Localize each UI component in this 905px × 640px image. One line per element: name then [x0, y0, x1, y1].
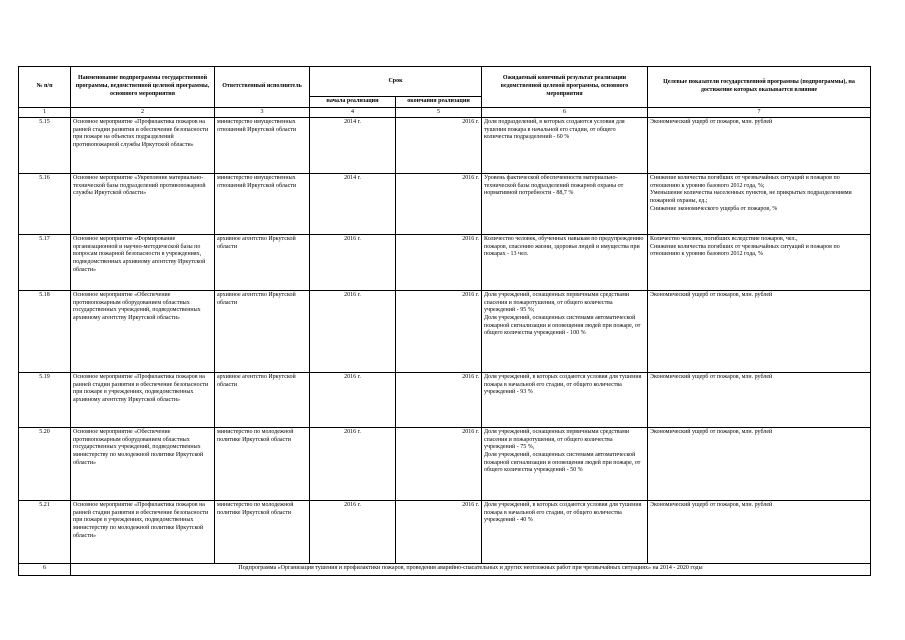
activity-name: Основное мероприятие «Профилактика пожаров на ранней стадии развития и обеспечение безопасности при пожаре в учреждениях, подведомственных архивному агентству Иркутской области» [71, 373, 215, 428]
table-row [19, 235, 871, 291]
subprogram-title: Подпрограмма «Организация тушения и профилактики пожаров, проведения аварийно-спасательных и других неотложных работ при чрезвычайных ситуациях» на 2014 - 2020 годы [71, 564, 871, 576]
target-indicators [648, 373, 871, 428]
term-end: 2016 г. [396, 235, 482, 291]
term-end: 2016 г. [396, 174, 482, 235]
term-start: 2016 г. [310, 235, 396, 291]
result-text: Доля учреждений, в которых создаются условия для тушения пожара в начальной его стадии, от общего количества учреждений - 40 % [484, 502, 642, 524]
expected-result [482, 118, 648, 174]
row-number: 5.20 [19, 428, 71, 501]
row-number: 5.19 [19, 373, 71, 428]
activity-name: Основное мероприятие «Формирование организационной и научно-методической базы по вопросам пожарной безопасности в учреждениях, подведомственных архивному агентству Иркутской области» [71, 235, 215, 291]
row-number: 5.16 [19, 174, 71, 235]
activity-name: Основное мероприятие «Обеспечение противопожарным оборудованием областных государственных учреждений, подведомственных архивному агентству Иркутской области» [71, 291, 215, 373]
table-row [19, 291, 871, 373]
result-text: Уровень фактической обеспеченности материально-технической базы подразделений пожарной охраны от нормативной потребности - 88,7 % [484, 175, 624, 197]
result-text: Доля учреждений, оснащенных первичными средствами спасения и пожаротушения, от общего количества учреждений - 75 %, [484, 429, 630, 451]
program-table [18, 66, 871, 576]
subprogram-row [19, 564, 871, 576]
expected-result [482, 235, 648, 291]
term-end: 2016 г. [396, 291, 482, 373]
header-num: № п/п [19, 67, 71, 108]
indicator-text: Экономический ущерб от пожаров, млн. рублей [650, 119, 773, 126]
term-end: 2016 г. [396, 373, 482, 428]
term-start: 2016 г. [310, 291, 396, 373]
indicator-text: Экономический ущерб от пожаров, млн. рублей [650, 502, 773, 509]
table-row [19, 428, 871, 501]
indicator-text: Снижение экономического ущерба от пожаров, % [650, 205, 778, 212]
table-body [19, 118, 871, 576]
indicator-text: Экономический ущерб от пожаров, млн. рублей [650, 292, 773, 299]
executor: архивное агентство Иркутской области [215, 291, 310, 373]
result-text: Доля учреждений, в которых создаются условия для тушения пожара в начальной его стадии, от общего количества учреждений - 93 % [484, 374, 642, 396]
term-end: 2016 г. [396, 501, 482, 564]
column-number: 6 [482, 107, 648, 118]
executor: архивное агентство Иркутской области [215, 373, 310, 428]
executor: министерство имущественных отношений Иркутской области [215, 174, 310, 235]
term-start: 2016 г. [310, 428, 396, 501]
result-text: Доля подразделений, в которых создаются условия для тушения пожара в начальной его стадии, от общего количества подразделений - 60 % [484, 119, 625, 141]
row-number: 5.18 [19, 291, 71, 373]
indicator-text: Снижение количества погибших от чрезвычайных ситуаций и пожаров по отношению к уровню базового 2012 года, %; [650, 175, 840, 189]
term-end: 2016 г. [396, 118, 482, 174]
column-number: 3 [215, 107, 310, 118]
indicator-text: Уменьшение количества населенных пунктов, не прикрытых подразделениями пожарной охраны, ед.; [650, 190, 852, 204]
term-end: 2016 г. [396, 428, 482, 501]
column-number: 7 [648, 107, 871, 118]
indicator-text: Экономический ущерб от пожаров, млн. рублей [650, 429, 773, 436]
activity-name: Основное мероприятие «Обеспечение противопожарным оборудованием областных государственных учреждений, подведомственных министерству по молодежной политике Иркутской области» [71, 428, 215, 501]
executor: министерство по молодежной политике Иркутской области [215, 428, 310, 501]
expected-result [482, 428, 648, 501]
expected-result [482, 174, 648, 235]
expected-result [482, 291, 648, 373]
column-number: 1 [19, 107, 71, 118]
table-row [19, 174, 871, 235]
table-row [19, 501, 871, 564]
column-number: 4 [310, 107, 396, 118]
header-term-end: окончания реализации [396, 97, 482, 108]
executor: архивное агентство Иркутской области [215, 235, 310, 291]
header-term: Срок [310, 67, 482, 97]
target-indicators [648, 174, 871, 235]
header-name: Наименование подпрограммы государственной программы, ведомственной целевой программы, основного мероприятия [71, 67, 215, 108]
term-start: 2014 г. [310, 174, 396, 235]
term-start: 2016 г. [310, 501, 396, 564]
activity-name: Основное мероприятие «Укрепление материально-технической базы подразделений противопожарной службы Иркутской области» [71, 174, 215, 235]
indicator-text: Экономический ущерб от пожаров, млн. рублей [650, 374, 773, 381]
column-number: 5 [396, 107, 482, 118]
target-indicators [648, 428, 871, 501]
header-term-start: начала реализации [310, 97, 396, 108]
column-number-row [19, 107, 871, 118]
table-row [19, 373, 871, 428]
target-indicators [648, 118, 871, 174]
header-result: Ожидаемый конечный результат реализации ведомственной целевой программы, основного мероприятия [482, 67, 648, 108]
executor: министерство по молодежной политике Иркутской области [215, 501, 310, 564]
result-text: Доля учреждений, оснащенных первичными средствами спасения и пожаротушения, от общего количества учреждений - 95 %; [484, 292, 630, 314]
row-number: 5.15 [19, 118, 71, 174]
term-start: 2014 г. [310, 118, 396, 174]
activity-name: Основное мероприятие «Профилактика пожаров на ранней стадии развития и обеспечение безопасности при пожаре на объектах подразделений противопожарной службы Иркутской области» [71, 118, 215, 174]
target-indicators [648, 501, 871, 564]
indicator-text: Снижение количества погибших от чрезвычайных ситуаций и пожаров по отношению к уровню базового 2012 года, % [650, 243, 840, 258]
activity-name: Основное мероприятие «Профилактика пожаров на ранней стадии развития и обеспечение безопасности при пожаре в учреждениях, подведомственных министерству по молодежной политике Иркутской области» [71, 501, 215, 564]
header-executor: Ответственный исполнитель [215, 67, 310, 108]
result-text: Доля учреждений, оснащенных системами автоматической пожарной сигнализации и оповещения людей при пожаре, от общего количества учреждений - 50 % [484, 451, 641, 474]
result-text: Доля учреждений, оснащенных системами автоматической пожарной сигнализации и оповещения людей при пожаре, от общего количества учреждений - 100 % [484, 314, 641, 337]
indicator-text: Количество человек, погибших вследствие пожаров, чел., [650, 236, 798, 243]
executor: министерство имущественных отношений Иркутской области [215, 118, 310, 174]
target-indicators [648, 235, 871, 291]
column-number: 2 [71, 107, 215, 118]
term-start: 2016 г. [310, 373, 396, 428]
row-number: 5.21 [19, 501, 71, 564]
expected-result [482, 373, 648, 428]
target-indicators [648, 291, 871, 373]
header-indicators: Целевые показатели государственной программы (подпрограммы), на достижение которых оказывается влияние [648, 67, 871, 108]
row-number: 6 [19, 564, 71, 576]
result-text: Количество человек, обученных навыкам по предупреждению пожаров, спасению жизни, здоровья людей и имущества при пожарах - 13 чел. [484, 236, 644, 258]
row-number: 5.17 [19, 235, 71, 291]
table-row [19, 118, 871, 174]
expected-result [482, 501, 648, 564]
